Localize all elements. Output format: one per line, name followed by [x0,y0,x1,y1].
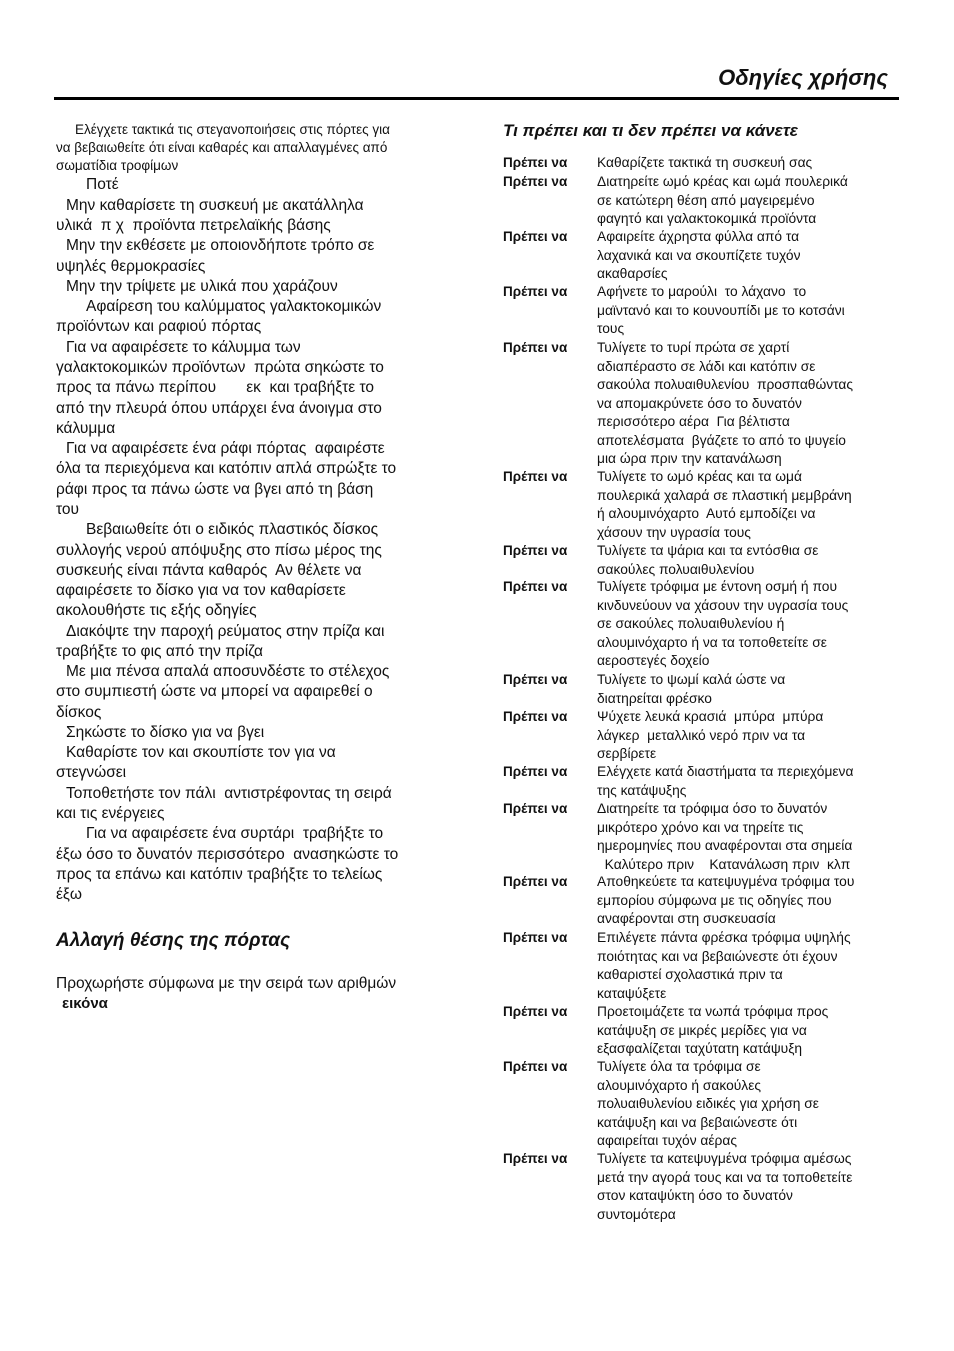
header-rule [54,97,899,100]
item-text: Τυλίγετε τρόφιμα με έντονη οσμή ή που κινδυνεύουν να χάσουν την υγρασία τους σε σακούλες πολυαιθυλενίου ή αλουμινόχαρτο ή να τα τοποθετείτε σε αεροστεγές δοχείο [597,579,849,668]
body-text-line: Σηκώστε το δίσκο για να βγει [66,724,265,741]
intro-line: να βεβαιωθείτε ότι είναι καθαρές και απαλλαγμένες από [56,140,388,155]
body-text-line: συσκευής είναι πάντα καθαρός Αν θέλετε να [56,562,362,579]
body-text-line: Μην καθαρίσετε τη συσκευή με ακατάλληλα [66,197,364,214]
item-label: Πρέπει να [503,155,568,170]
item-text: Καθαρίζετε τακτικά τη συσκευή σας [597,155,813,170]
item-label: Πρέπει να [503,709,568,724]
body-text-line: συλλογής νερού απόψυξης στο πίσω μέρος της [56,542,382,559]
item-label: Πρέπει να [503,672,568,687]
item-text: Τυλίγετε τα κατεψυγμένα τρόφιμα αμέσως μετά την αγορά τους και να τα τοποθετείτε στον καταψύκτη όσο το δυνατόν συντομότερα [597,1151,853,1222]
body-text-line: τραβήξτε το φις από την πρίζα [56,643,263,660]
item-text: Ψύχετε λευκά κρασιά μπύρα μπύρα λάγκερ μεταλλικό νερό πριν να τα σερβίρετε [597,709,824,761]
item-label: Πρέπει να [503,229,568,244]
list-item [503,800,943,872]
proceed-text: Προχωρήστε σύμφωνα με την σειρά των αριθμών [56,975,397,992]
item-label: Πρέπει να [503,1059,568,1074]
item-label: Πρέπει να [503,543,568,558]
item-label: Πρέπει να [503,579,568,594]
item-label: Πρέπει να [503,1151,568,1166]
list-item [503,1003,943,1056]
section-heading: Αλλαγή θέσης της πόρτας [56,930,291,951]
body-text-line: δίσκος [56,704,102,721]
body-text-line: Βεβαιωθείτε ότι ο ειδικός πλαστικός δίσκος [86,521,379,538]
item-text: Τυλίγετε όλα τα τρόφιμα σε αλουμινόχαρτο ή σακούλες πολυαιθυλενίου ειδικές για χρήση σε κατάψυξη και να βεβαιώνεστε ότι αφαιρείται τυχόν αέρας [597,1059,819,1148]
item-label: Πρέπει να [503,1004,568,1019]
item-text: Διατηρείτε ωμό κρέας και ωμά πουλερικά σε κατώτερη θέση από μαγειρεμένο φαγητό και γαλακτοκομικά προϊόντα [597,174,848,226]
dos-donts-heading: Τι πρέπει και τι δεν πρέπει να κάνετε [503,121,798,140]
figure-label: εικόνα [62,995,108,1012]
list-item [503,154,943,174]
body-text-line: γαλακτοκομικών προϊόντων πρώτα σηκώστε το [56,359,384,376]
item-text: Αφήνετε το μαρούλι το λάχανο το μαϊντανό και το κουνουπίδι με το κοτσάνι τους [597,284,845,336]
subheading-line: προϊόντων και ραφιού πόρτας [56,318,262,335]
list-item [503,228,943,281]
body-text-line: ακολουθήστε τις εξής οδηγίες [56,602,257,619]
body-text-line: και τις ενέργειες [56,805,165,822]
item-text: Τυλίγετε τα ψάρια και τα εντόσθια σε σακούλες πολυαιθυλενίου [597,543,819,577]
list-item [503,873,943,926]
body-text-line: Για να αφαιρέσετε ένα ράφι πόρτας αφαιρέστε [66,440,385,457]
body-text-line: Για να αφαιρέσετε ένα συρτάρι τραβήξτε το [86,825,384,842]
list-item [503,708,943,761]
body-text-line: στο συμπιεστή ώστε να μπορεί να αφαιρεθεί ο [56,683,373,700]
item-label: Πρέπει να [503,764,568,779]
subheading-line: Αφαίρεση του καλύμματος γαλακτοκομικών [86,298,382,315]
list-item [503,468,943,540]
body-text-line: υλικά π χ προϊόντα πετρελαϊκής βάσης [56,217,331,234]
body-text-line: Καθαρίστε τον και σκουπίστε τον για να [66,744,336,761]
list-item [503,1058,943,1148]
item-label: Πρέπει να [503,340,568,355]
intro-line: σωματίδια τροφίμων [56,158,179,173]
item-label: Πρέπει να [503,874,568,889]
list-item [503,339,943,466]
item-text: Τυλίγετε το τυρί πρώτα σε χαρτί αδιαπέραστο σε λάδι και κατόπιν σε σακούλα πολυαιθυλενίου προσπαθώντας να απομακρύνετε όσο το δυνατόν περισσότερο αέρα Για βέλτιστα αποτελέσματα βγάζετε το από το ψυγείο μια ώρα πριν την κατανάλωση [597,340,854,466]
item-text: Τυλίγετε το ψωμί καλά ώστε να διατηρείται φρέσκο [597,672,786,706]
list-item [503,671,943,706]
intro-line: Ελέγχετε τακτικά τις στεγανοποιήσεις στις πόρτες για [75,122,390,137]
body-text-line: Μην την τρίψετε με υλικά που χαράζουν [66,278,338,295]
body-text-line: αφαιρέσετε το δίσκο για να τον καθαρίσετε [56,582,346,599]
item-text: Αφαιρείτε άχρηστα φύλλα από τα λαχανικά και να σκουπίζετε τυχόν ακαθαρσίες [597,229,801,281]
item-label: Πρέπει να [503,930,568,945]
body-text-line: ράφι προς τα πάνω ώστε να βγει από τη βάση [56,481,374,498]
list-item [503,929,943,1001]
body-text-line: Με μια πένσα απαλά αποσυνδέστε το στέλεχος [66,663,390,680]
body-text-line: Μην την εκθέσετε με οποιονδήποτε τρόπο σε [66,237,375,254]
item-text: Επιλέγετε πάντα φρέσκα τρόφιμα υψηλής ποιότητας και να βεβαιώνεστε ότι έχουν καθαριστεί σχολαστικά πριν τα καταψύξετε [597,930,851,1001]
body-text-line: του [56,501,80,518]
body-text-line: Διακόψτε την παροχή ρεύματος στην πρίζα και [66,623,385,640]
item-text: Ελέγχετε κατά διαστήματα τα περιεχόμενα της κατάψυξης [597,764,854,798]
list-item [503,578,943,668]
list-item [503,763,943,798]
never-label: Ποτέ [86,176,119,193]
list-item [503,542,943,577]
body-text-line: προς τα πάνω περίπου εκ και τραβήξτε το [56,379,375,396]
item-label: Πρέπει να [503,801,568,816]
body-text-line: κάλυμμα [56,420,116,437]
body-text-line: υψηλές θερμοκρασίες [56,258,206,275]
body-text-line: Για να αφαιρέσετε το κάλυμμα των [66,339,301,356]
body-text-line: προς τα επάνω και κατόπιν τραβήξτε το τελείως [56,866,383,883]
body-text-line: Τοποθετήστε τον πάλι αντιστρέφοντας τη σειρά [66,785,392,802]
item-text: Αποθηκεύετε τα κατεψυγμένα τρόφιμα του εμπορίου σύμφωνα με τις οδηγίες που αναφέρονται στη συσκευασία [597,874,855,926]
body-text-line: στεγνώσει [56,764,127,781]
item-label: Πρέπει να [503,284,568,299]
body-text-line: έξω [56,886,82,903]
body-text-line: έξω όσο το δυνατόν περισσότερο ανασηκώστε το [56,846,399,863]
page-title: Οδηγίες χρήσης [718,65,888,90]
item-label: Πρέπει να [503,469,568,484]
item-label: Πρέπει να [503,174,568,189]
list-item [503,283,943,336]
list-item [503,173,943,226]
item-text: Προετοιμάζετε τα νωπά τρόφιμα προς κατάψυξη σε μικρές μερίδες για να εξασφαλίζεται ταχύτατη κατάψυξη [597,1004,829,1056]
list-item [503,1150,943,1222]
item-text: Τυλίγετε το ωμό κρέας και τα ωμά πουλερικά χαλαρά σε πλαστική μεμβράνη ή αλουμινόχαρτο Αυτό εμποδίζει να χάσουν την υγρασία τους [597,469,852,540]
body-text-line: όλα τα περιεχόμενα και κατόπιν απλά σπρώξτε το [56,460,397,477]
body-text-line: από την πλευρά όπου υπάρχει ένα άνοιγμα στο [56,400,382,417]
item-text: Διατηρείτε τα τρόφιμα όσο το δυνατόν μικρότερο χρόνο και να τηρείτε τις ημερομηνίες που αναφέρονται στα σημεία Καλύτερο πριν Κατανάλωση πριν κλπ [597,801,853,872]
